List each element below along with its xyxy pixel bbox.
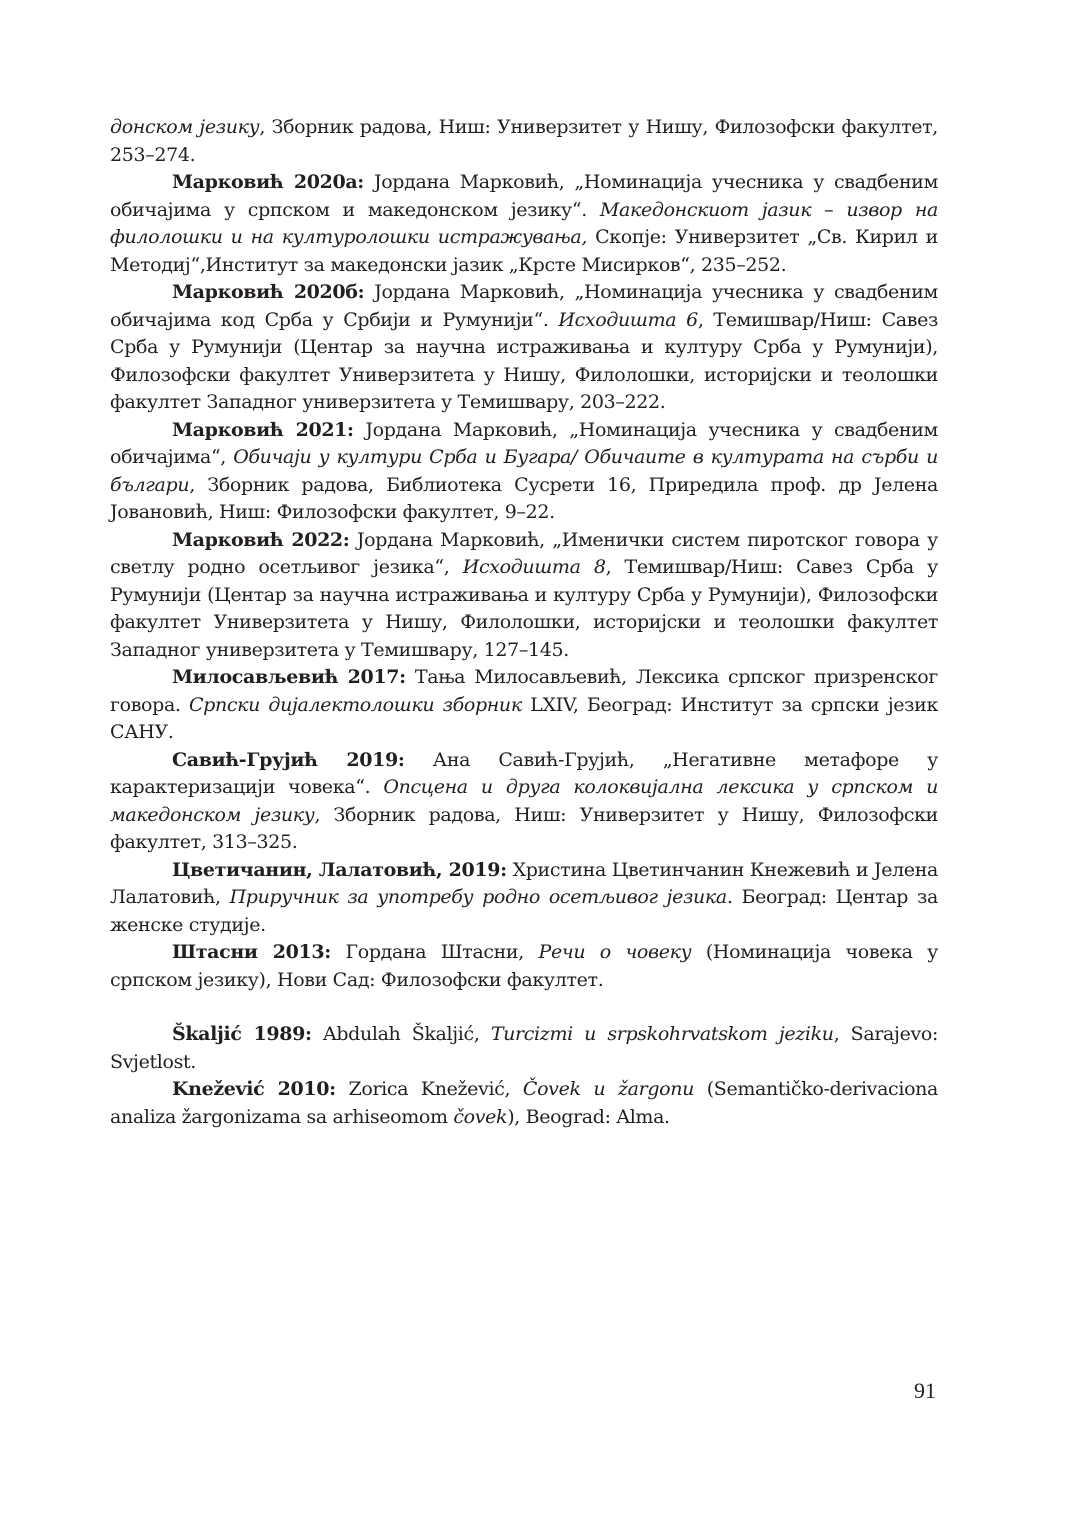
page-number: 91	[914, 1378, 936, 1403]
entry-text: LXIV, Београд: Институт за српски језик САНУ.	[110, 693, 938, 743]
entry-key: Марковић 2021:	[172, 418, 354, 441]
entry-text: Скопје: Универзитет „Св. Кирил и Методиј“,Институт за македонски јазик „Крсте Мисирков“, 235–252.	[110, 226, 938, 276]
bibliography-entry	[110, 417, 938, 527]
bibliography-entry	[110, 939, 938, 994]
bibliography-body	[110, 114, 938, 1131]
entry-text: ), Beograd: Alma.	[507, 1105, 670, 1128]
bibliography-entry	[110, 527, 938, 665]
entry-source-title: Обичаји у култури Срба и Бугара/ Обичаите в културата на сърби и българи	[110, 446, 938, 496]
entry-source-title: Исходишта 8	[462, 556, 606, 578]
entry-key: Марковић 2020б:	[172, 281, 365, 303]
entry-source-title: донском језику	[110, 116, 260, 138]
entry-text: , Темишвар/Ниш: Савез Срба у Румунији (Центар за научна истраживања и културу Срба у Румунији), Филозофски факултет Универзитета у Нишу, Филолошки, историјски и теолошки факултет Западног универзитета у Темишвару, 127–145.	[110, 556, 938, 661]
bibliography-entry	[110, 1076, 938, 1131]
entry-key: Марковић 2022:	[172, 528, 350, 551]
entry-source-title: Речи о човеку	[538, 941, 692, 963]
entry-source-title: Српски дијалектолошки зборник	[188, 693, 522, 716]
entry-source-title: Опсцена и друга колоквијална лексика у српском и македонском језику	[110, 776, 938, 826]
entry-source-title: Македонскиот јазик – извор на филолошки и на културолошки истражувања,	[110, 198, 938, 248]
entry-italic-term: čovek	[453, 1105, 508, 1128]
entry-key: Марковић 2020а:	[172, 171, 364, 193]
entry-source-title: Исходишта 6	[558, 308, 698, 331]
entry-text: Гордана Штасни,	[330, 941, 539, 963]
entry-text: Јордана Марковић, „Номинација учесника у свадбеним обичајима у српском и македонском језику“.	[110, 171, 938, 221]
bibliography-entry	[110, 1021, 938, 1076]
entry-key: Штасни 2013:	[172, 941, 331, 963]
entry-key: Цветичанин, Лалатовић, 2019:	[172, 858, 507, 881]
entry-key: Knežević 2010:	[172, 1078, 336, 1100]
entry-text: , Темишвар/Ниш: Савез Срба у Румунији (Центар за научна истраживања и културу Срба у Румунији), Филозофски факултет Универзитета у Нишу, Филолошки, историјски и теолошки факултет Западног универзитета у Темишвару, 203–222.	[110, 308, 938, 413]
bibliography-entry	[110, 857, 938, 940]
entry-text: Јордана Марковић, „Номинација учесника у свадбеним обичајима“,	[110, 418, 938, 468]
entry-key: Милосављевић 2017:	[172, 666, 406, 688]
entry-text: Христина Цветинчанин Кнежевић и Јелена Лалатовић,	[110, 858, 938, 908]
entry-text: (Номинација човека у српском језику), Нови Сад: Филозофски факултет.	[110, 941, 938, 991]
entry-text: , Sarajevo: Svjetlost.	[110, 1023, 938, 1073]
bibliography-entry	[110, 169, 938, 279]
entry-text: , Зборник радова, Ниш: Универзитет у Нишу, Филозофски факултет, 253–274.	[110, 116, 938, 166]
entry-text: Zorica Knežević,	[335, 1078, 523, 1100]
entry-text: Јордана Марковић, „Именички систем пиротског говора у светлу родно осетљивог језика“,	[110, 528, 938, 578]
entry-text: (Semantičko-derivaciona analiza žargonizama sa arhiseomom	[110, 1078, 939, 1128]
entry-key: Савић-Грујић 2019:	[172, 748, 405, 771]
entry-text: Abdulah Škaljić,	[311, 1023, 491, 1045]
bibliography-entry	[110, 279, 938, 417]
entry-text: , Зборник радова, Библиотека Сусрети 16, Приредила проф. др Јелена Јовановић, Ниш: Филозофски факултет, 9–22.	[110, 473, 938, 523]
entry-text: , Зборник радова, Ниш: Универзитет у Нишу, Филозофски факултет, 313–325.	[110, 803, 938, 853]
entry-text: Ана Савић-Грујић, „Негативне метафоре у карактеризацији човека“.	[110, 748, 938, 798]
entry-source-title: Turcizmi u srpskohrvatskom jeziku	[490, 1023, 834, 1045]
entry-source-title: Čovek u žargonu	[522, 1078, 695, 1100]
entry-text: Јордана Марковић, „Номинација учесника у свадбеним обичајима код Срба у Србији и Румунији“.	[110, 281, 938, 331]
bibliography-entry-continuation	[110, 114, 938, 169]
entry-source-title: Приручник за употребу родно осетљивог језика	[229, 886, 727, 908]
entry-text: Тања Милосављевић, Лексика српског призренског говора.	[110, 666, 938, 716]
bibliography-entry	[110, 664, 938, 747]
bibliography-entry	[110, 747, 938, 857]
entry-key: Škaljić 1989:	[172, 1023, 312, 1045]
entry-text: . Београд: Центар за женске студије.	[110, 886, 938, 936]
